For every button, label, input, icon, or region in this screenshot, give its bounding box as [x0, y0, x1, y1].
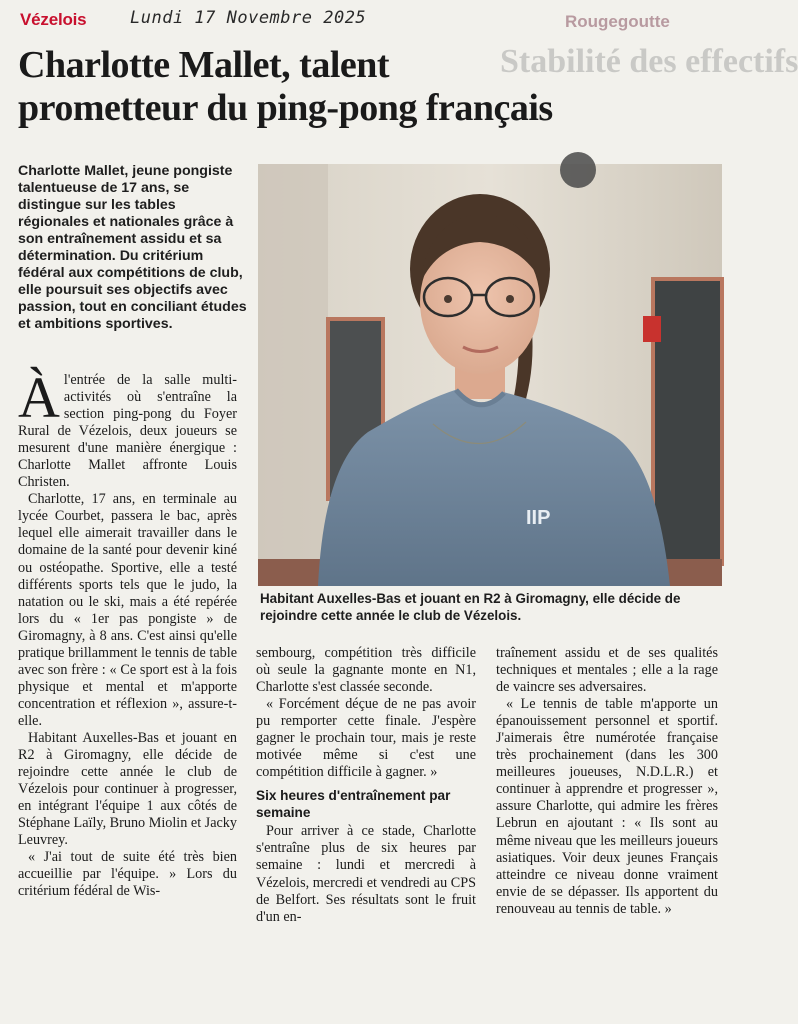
handwritten-date: Lundi 17 Novembre 2025 — [130, 8, 367, 28]
photo-caption: Habitant Auxelles-Bas et jouant en R2 à Giromagny, elle décide de rejoindre cette année le club de Vézelois. — [260, 591, 681, 623]
col2-paragraph-2: « Forcément déçue de ne pas avoir pu remporter cette finale. J'espère gagner le prochain tour, mais je reste motivée même si c'est une compétition difficile à gagner. » — [256, 696, 476, 781]
shirt-logo: IIP — [526, 507, 551, 529]
adjacent-section-label: Rougegoutte — [565, 12, 670, 31]
section-label: Vézelois — [20, 10, 87, 29]
bleed-through-headline: Stabilité des effectifs — [500, 43, 798, 80]
col2-paragraph-3: Pour arriver à ce stade, Charlotte s'entraîne plus de six heures par semaine : lundi et mercredi à Vézelois, mercredi et vendredi au CPS de Belfort. Ses résultats sont le fruit d'un en- — [256, 823, 476, 925]
col1-paragraph-1 — [18, 365, 237, 491]
subheading: Six heures d'entraînement par semaine — [256, 788, 451, 821]
headline-line-1: Charlotte Mallet, talent — [18, 44, 390, 86]
article-headline — [18, 44, 723, 130]
col2-paragraph-1: sembourg, compétition très difficile où seule la gagnante monte en N1, Charlotte s'est classée seconde. — [256, 645, 476, 696]
headline-line-2: prometteur du ping-pong français — [18, 87, 553, 129]
col1-p1-text: l'entrée de la salle multi-activités où s'entraîne la section ping-pong du Foyer Rural de Vézelois, deux joueurs se mesurent d'une manière énergique : Charlotte Mallet affronte Louis Christen. — [18, 372, 237, 491]
photo-illustration — [258, 164, 722, 586]
column-1 — [18, 365, 237, 900]
col1-paragraph-3: Habitant Auxelles-Bas et jouant en R2 à Giromagny, elle décide de rejoindre cette année le club de Vézelois pour continuer à progresser, en intégrant l'équipe 1 aux côtés de Stéphane Laïly, Bruno Miolin et Jacky Leuvrey. — [18, 729, 237, 849]
col1-paragraph-2: Charlotte, 17 ans, en terminale au lycée Courbet, passera le bac, après lequel elle aimerait travailler dans le domaine de la santé pour devenir kiné ou ostéopathe. Sportive, elle a testé différents sports tels que le judo, la natation ou le ski, mais a été repérée lors du « 1er pas pongiste » de Giromagny, à 8 ans. C'est ainsi qu'elle pratique brillamment le tennis de table avec son frère : « Ce sport est à la fois physique et mental et m'apporte concentration et réflexion », assure-t-elle. — [18, 491, 237, 729]
column-2 — [256, 645, 476, 926]
col1-paragraph-4: « J'ai tout de suite été très bien accueillie par l'équipe. » Lors du critérium fédéral de Wis- — [18, 849, 237, 900]
col3-paragraph-2: « Le tennis de table m'apporte un épanouissement personnel et sportif. J'aimerais être numérotée française très prochainement (dans les 300 meilleures joueuses, N.D.L.R.) et continuer à apprendre et progresser », assure Charlotte, qui admire les frères Lebrun en ajoutant : « Ils sont au même niveau que les meilleurs joueurs asiatiques. Voir deux jeunes Français atteindre ce niveau donne vraiment envie de se dépasser. Ils apportent du renouveau au tennis de table. » — [496, 696, 718, 917]
drop-cap: À — [18, 365, 60, 430]
article-lead: Charlotte Mallet, jeune pongiste talentueuse de 17 ans, se distingue sur les tables régionales et nationales grâce à son entraînement assidu et sa détermination. Du critérium fédéral aux compétitions de club, elle poursuit ses objectifs avec passion, tout en conciliant études et ambitions sportives. — [18, 163, 247, 332]
column-3 — [496, 645, 718, 918]
col3-paragraph-1: traînement assidu et de ses qualités techniques et mentales ; elle a la rage de vaincre ses adversaires. — [496, 645, 718, 696]
article-photo — [258, 164, 722, 586]
